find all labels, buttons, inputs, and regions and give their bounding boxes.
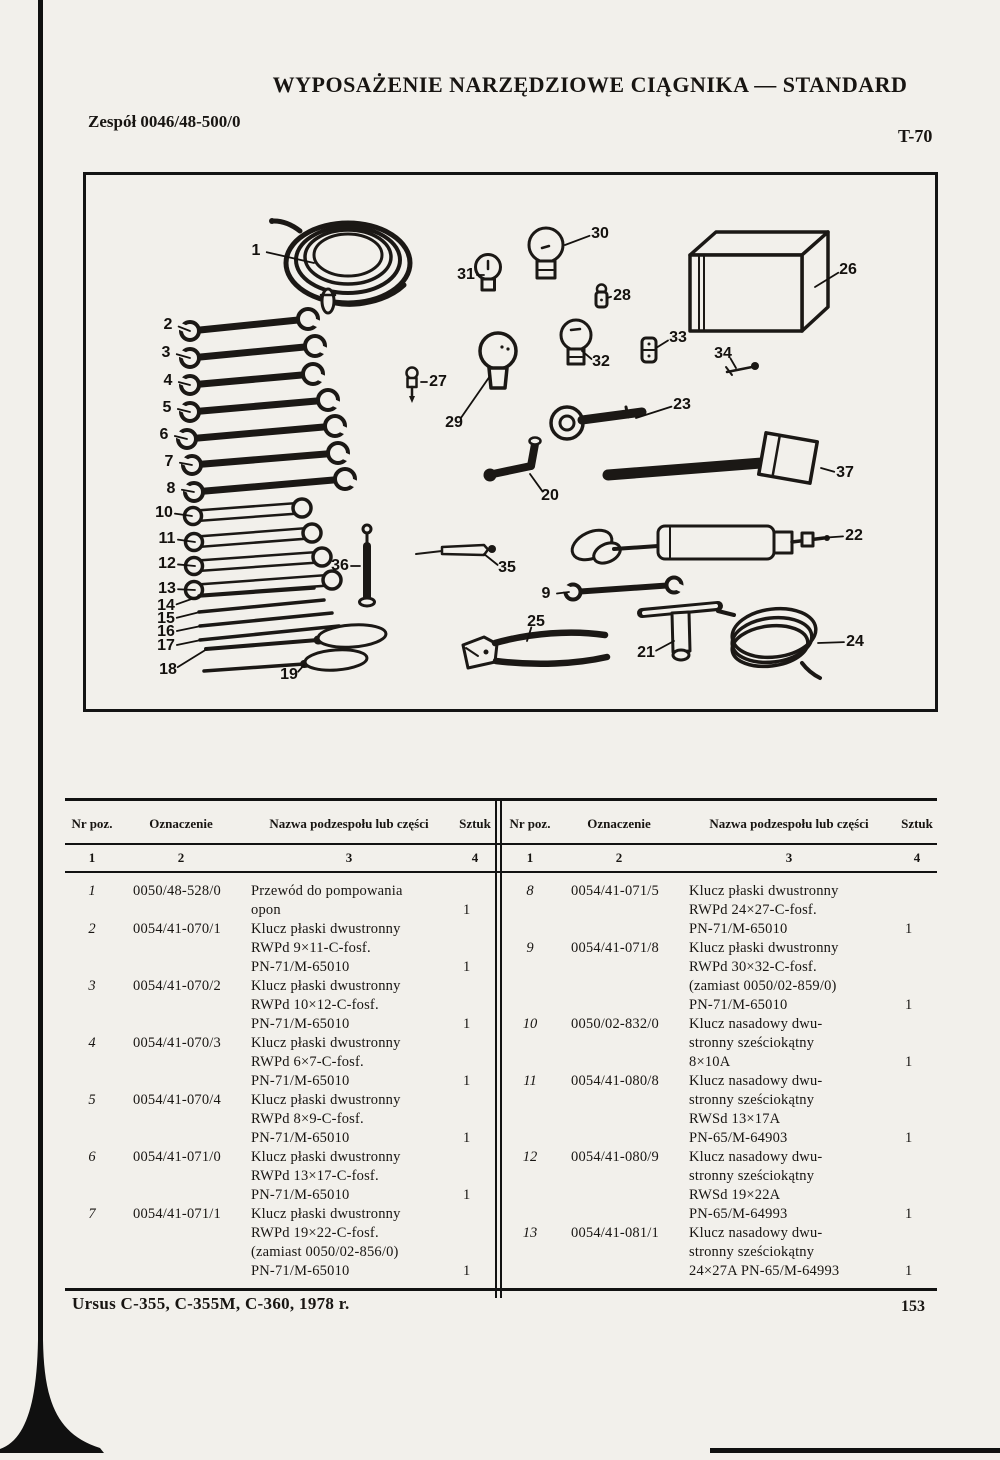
- bulb-30: [529, 228, 563, 278]
- entry-name-line: PN-71/M-65010: [689, 997, 788, 1013]
- table-colnums-right: [503, 848, 937, 868]
- assembly-number: Zespół 0046/48-500/0: [88, 112, 241, 131]
- callout-29: 29: [445, 414, 463, 432]
- callout-leader-30: [565, 236, 590, 245]
- entry-number: 12: [522, 1149, 538, 1165]
- callout-6: 6: [159, 426, 169, 444]
- callout-leader-18: [178, 649, 207, 667]
- tool-36-punch: [360, 525, 375, 606]
- callout-12: 12: [158, 555, 176, 573]
- entry-code: 0054/41-080/8: [571, 1073, 659, 1089]
- tool-26-box: [690, 232, 828, 331]
- entry-name-line: (zamiast 0050/02-856/0): [251, 1244, 399, 1260]
- entry-name: [243, 1148, 455, 1205]
- callout-3: 3: [161, 344, 171, 362]
- entry-name-line: stronny sześciokątny: [689, 1244, 815, 1260]
- table-entry-3: [65, 977, 495, 1034]
- entry-name: [243, 1034, 455, 1091]
- entry-name-line: (zamiast 0050/02-859/0): [689, 978, 837, 994]
- callout-28: 28: [613, 287, 631, 305]
- entry-name: [681, 882, 897, 939]
- table-entry-6: [65, 1148, 495, 1205]
- entry-quantity: 1: [463, 959, 471, 975]
- callout-22: 22: [845, 527, 863, 545]
- entry-code: 0054/41-081/1: [571, 1225, 659, 1241]
- col-header-code: Oznaczenie: [587, 816, 651, 831]
- entry-code: 0054/41-070/2: [133, 978, 221, 994]
- tool-9-wrench: [560, 578, 687, 600]
- page-number: 153: [901, 1298, 925, 1315]
- entry-name-line: stronny sześciokątny: [689, 1168, 815, 1184]
- footer-model-line: Ursus C-355, C-355M, C-360, 1978 r.: [72, 1294, 350, 1313]
- callout-24: 24: [846, 633, 864, 651]
- table-entry-9: [503, 939, 937, 1015]
- entry-quantity: 1: [905, 1206, 913, 1222]
- figure-box: [83, 172, 938, 712]
- entry-code: 0054/41-071/1: [133, 1206, 221, 1222]
- entry-name-line: Klucz płaski dwustronny: [251, 1035, 401, 1051]
- callout-35: 35: [498, 559, 516, 577]
- callout-leader-21: [656, 641, 674, 651]
- entry-name-line: Przewód do pompowania: [251, 883, 403, 899]
- table-entry-2: [65, 920, 495, 977]
- entry-code: 0050/48-528/0: [133, 883, 221, 899]
- entry-name-line: RWSd 19×22A: [689, 1187, 781, 1203]
- fuse-28: [596, 285, 607, 308]
- entry-name-line: PN-71/M-65010: [251, 1016, 350, 1032]
- entry-code: 0050/02-832/0: [571, 1016, 659, 1032]
- entry-name-line: PN-65/M-64903: [689, 1130, 788, 1146]
- colnum: 1: [526, 850, 534, 865]
- entry-quantity: 1: [905, 1054, 913, 1070]
- callout-leader-29: [461, 376, 490, 418]
- entry-name-line: Klucz nasadowy dwu-: [689, 1225, 823, 1241]
- col-header-name: Nazwa podzespołu lub części: [269, 816, 429, 831]
- entry-name-line: PN-71/M-65010: [251, 1073, 350, 1089]
- table-entry-5: [65, 1091, 495, 1148]
- figure-drawing: [86, 175, 935, 709]
- callout-leader-33: [656, 340, 668, 348]
- callout-10: 10: [155, 504, 173, 522]
- entry-name-line: stronny sześciokątny: [689, 1035, 815, 1051]
- table-colnums-left: [65, 848, 495, 868]
- entry-name-line: Klucz płaski dwustronny: [251, 1149, 401, 1165]
- table-entry-11: [503, 1072, 937, 1148]
- col-header-name: Nazwa podzespołu lub części: [709, 816, 869, 831]
- entry-name-line: RWPd 19×22-C-fosf.: [251, 1225, 379, 1241]
- entry-quantity: 1: [905, 921, 913, 937]
- callout-19: 19: [280, 666, 298, 684]
- tools-10-13-box-spanners: [185, 499, 342, 599]
- entry-name: [243, 1091, 455, 1148]
- callout-4: 4: [163, 372, 173, 390]
- callout-34: 34: [714, 345, 732, 363]
- callout-leader-37: [821, 468, 834, 472]
- entry-code: 0054/41-071/5: [571, 883, 659, 899]
- entry-number: 13: [522, 1225, 538, 1241]
- table-header-right: [503, 806, 937, 842]
- entry-name-line: RWPd 6×7-C-fosf.: [251, 1054, 364, 1070]
- table-entry-13: [503, 1224, 937, 1281]
- entry-number: 11: [523, 1073, 537, 1089]
- entry-number: 8: [526, 883, 534, 899]
- callout-23: 23: [673, 396, 691, 414]
- tool-24-wire-coil: [718, 604, 820, 678]
- entry-number: 1: [88, 883, 96, 899]
- callout-15: 15: [157, 610, 175, 628]
- entry-name-line: PN-71/M-65010: [251, 1187, 350, 1203]
- entry-name-line: Klucz płaski dwustronny: [689, 883, 839, 899]
- tool-1-air-hose: [269, 218, 410, 313]
- colnum: 2: [177, 850, 185, 865]
- entry-name: [243, 882, 455, 920]
- callout-5: 5: [162, 399, 172, 417]
- colnum: 2: [615, 850, 623, 865]
- colnum: 4: [471, 850, 479, 865]
- entry-name-line: RWSd 13×17A: [689, 1111, 781, 1127]
- tool-27-valve: [407, 368, 418, 404]
- entry-number: 4: [88, 1035, 96, 1051]
- colnum: 4: [913, 850, 921, 865]
- entry-name-line: RWPd 8×9-C-fosf.: [251, 1111, 364, 1127]
- table-center-divider: [495, 798, 502, 1298]
- entry-code: 0054/41-080/9: [571, 1149, 659, 1165]
- callout-26: 26: [839, 261, 857, 279]
- entry-name-line: 8×10A: [689, 1054, 731, 1070]
- callout-27: 27: [429, 373, 447, 391]
- callout-1: 1: [251, 242, 261, 260]
- callout-30: 30: [591, 225, 609, 243]
- entry-quantity: 1: [463, 1073, 471, 1089]
- page-title: WYPOSAŻENIE NARZĘDZIOWE CIĄGNIKA — STANDARD: [272, 72, 908, 97]
- colnum: 1: [88, 850, 96, 865]
- tool-37-hammer: [608, 433, 817, 483]
- entry-code: 0054/41-071/8: [571, 940, 659, 956]
- col-header-code: Oznaczenie: [149, 816, 213, 831]
- tool-20-handle: [484, 438, 541, 482]
- table-entry-1: [65, 882, 495, 920]
- entry-name-line: RWPd 10×12-C-fosf.: [251, 997, 379, 1013]
- tools-2-8-open-end-wrenches: [173, 309, 360, 501]
- callout-31: 31: [457, 266, 475, 284]
- bulb-29: [480, 333, 516, 388]
- table-entry-12: [503, 1148, 937, 1224]
- entry-number: 5: [88, 1092, 96, 1108]
- table-entry-8: [503, 882, 937, 939]
- callout-8: 8: [166, 480, 176, 498]
- callout-leader-24: [818, 642, 844, 643]
- entry-name: [681, 1148, 897, 1224]
- entry-code: 0054/41-070/4: [133, 1092, 221, 1108]
- callout-13: 13: [158, 580, 176, 598]
- col-header-qty: Sztuk: [459, 816, 491, 831]
- entry-quantity: 1: [463, 902, 471, 918]
- entry-name-line: Klucz nasadowy dwu-: [689, 1016, 823, 1032]
- col-header-qty: Sztuk: [901, 816, 933, 831]
- entry-name-line: RWPd 30×32-C-fosf.: [689, 959, 817, 975]
- callout-32: 32: [592, 353, 610, 371]
- callout-16: 16: [157, 623, 175, 641]
- entry-name-line: RWPd 24×27-C-fosf.: [689, 902, 817, 918]
- entry-number: 3: [88, 978, 96, 994]
- entry-name-line: Klucz nasadowy dwu-: [689, 1149, 823, 1165]
- callout-leader-15: [177, 612, 200, 618]
- callout-leader-28: [607, 297, 611, 298]
- entry-name-line: PN-71/M-65010: [251, 959, 350, 975]
- colnum: 3: [785, 850, 793, 865]
- table-entry-7: [65, 1205, 495, 1281]
- tool-23-towing-eye: [551, 407, 642, 439]
- callout-33: 33: [669, 329, 687, 347]
- callout-21: 21: [637, 644, 655, 662]
- entry-quantity: 1: [463, 1187, 471, 1203]
- callout-17: 17: [157, 637, 175, 655]
- colnum: 3: [345, 850, 353, 865]
- entry-name-line: PN-71/M-65010: [251, 1263, 350, 1279]
- callout-leader-13: [178, 589, 195, 590]
- entry-name-line: PN-71/M-65010: [251, 1130, 350, 1146]
- entry-name-line: Klucz płaski dwustronny: [251, 1206, 401, 1222]
- entry-quantity: 1: [905, 1263, 913, 1279]
- entry-quantity: 1: [463, 1263, 471, 1279]
- callout-7: 7: [164, 453, 174, 471]
- tool-25-pliers: [463, 633, 607, 668]
- entry-quantity: 1: [463, 1130, 471, 1146]
- entry-code: 0054/41-070/3: [133, 1035, 221, 1051]
- entry-quantity: 1: [463, 1016, 471, 1032]
- callout-18: 18: [159, 661, 177, 679]
- bulb-32: [561, 320, 591, 364]
- entry-name: [681, 1072, 897, 1148]
- callout-11: 11: [158, 530, 176, 548]
- fuse-33: [642, 338, 656, 362]
- entry-name-line: Klucz płaski dwustronny: [251, 921, 401, 937]
- entry-number: 2: [88, 921, 96, 937]
- entry-name-line: RWPd 9×11-C-fosf.: [251, 940, 371, 956]
- table-entry-4: [65, 1034, 495, 1091]
- table-entry-10: [503, 1015, 937, 1072]
- entry-name-line: opon: [251, 902, 281, 918]
- col-header-nr: Nr poz.: [71, 816, 113, 831]
- entry-number: 6: [88, 1149, 96, 1165]
- entry-name-line: stronny sześciokątny: [689, 1092, 815, 1108]
- entry-number: 9: [526, 940, 534, 956]
- entry-code: 0054/41-070/1: [133, 921, 221, 937]
- entry-name: [243, 920, 455, 977]
- col-header-nr: Nr poz.: [509, 816, 551, 831]
- parts-table-left: [65, 882, 495, 1281]
- parts-table-right: [503, 882, 937, 1281]
- pin-34: [726, 362, 759, 375]
- callout-20: 20: [541, 487, 559, 505]
- entry-name: [243, 1205, 455, 1281]
- entry-name: [243, 977, 455, 1034]
- entry-name-line: Klucz płaski dwustronny: [251, 978, 401, 994]
- tools-14-17-punches: [199, 588, 339, 640]
- entry-name-line: Klucz płaski dwustronny: [251, 1092, 401, 1108]
- entry-quantity: 1: [905, 1130, 913, 1146]
- entry-code: 0054/41-071/0: [133, 1149, 221, 1165]
- callout-36: 36: [331, 557, 349, 575]
- entry-name: [681, 1015, 897, 1072]
- bulb-31: [476, 255, 501, 291]
- entry-name: [681, 1224, 897, 1281]
- callout-14: 14: [157, 597, 175, 615]
- entry-quantity: 1: [905, 997, 913, 1013]
- entry-name: [681, 939, 897, 1015]
- table-header-left: [65, 806, 495, 842]
- entry-name-line: PN-71/M-65010: [689, 921, 788, 937]
- entry-name-line: Klucz płaski dwustronny: [689, 940, 839, 956]
- callout-leader-16: [177, 626, 201, 631]
- callout-leader-35: [484, 554, 498, 565]
- callout-leader-17: [177, 640, 201, 645]
- bottom-right-rule: [710, 1448, 1000, 1453]
- callout-25: 25: [527, 613, 545, 631]
- tool-22-grease-gun: [567, 524, 830, 567]
- entry-name-line: RWPd 13×17-C-fosf.: [251, 1168, 379, 1184]
- plate-number: T-70: [898, 126, 933, 146]
- callout-2: 2: [163, 316, 173, 334]
- entry-name-line: 24×27A PN-65/M-64993: [689, 1263, 840, 1279]
- entry-number: 7: [88, 1206, 96, 1222]
- callout-9: 9: [541, 585, 551, 603]
- entry-name-line: PN-65/M-64993: [689, 1206, 788, 1222]
- callout-37: 37: [836, 464, 854, 482]
- entry-number: 10: [522, 1016, 538, 1032]
- entry-name-line: Klucz nasadowy dwu-: [689, 1073, 823, 1089]
